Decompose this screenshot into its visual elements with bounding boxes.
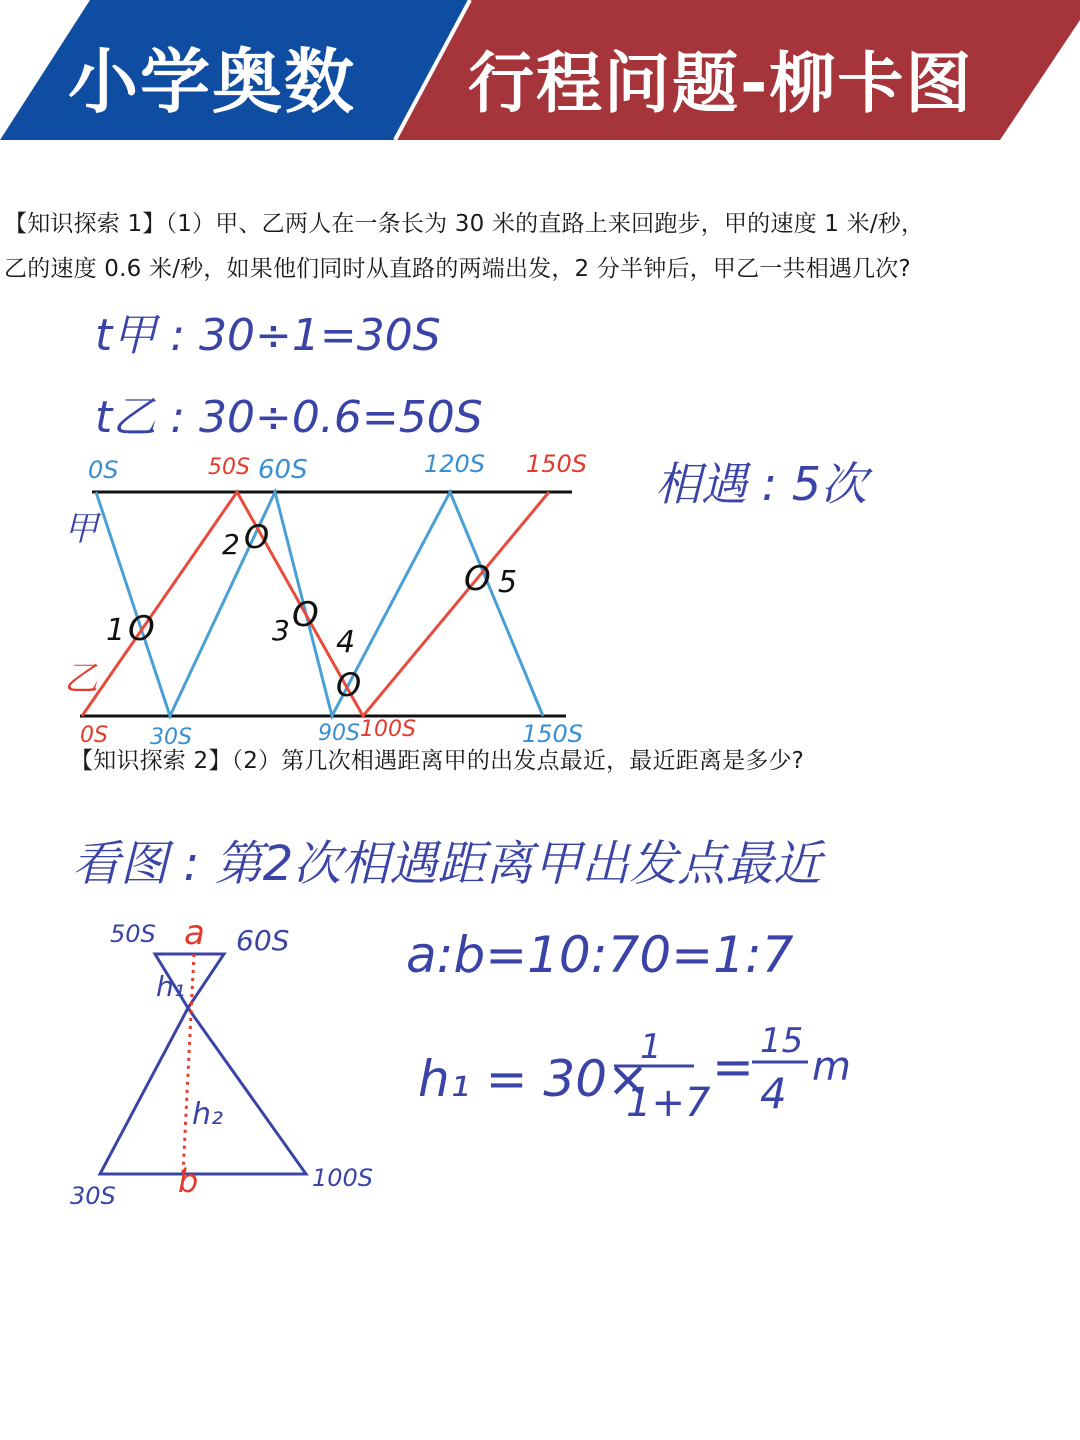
meet-5-mark: O <box>464 559 491 599</box>
tri-label-h1: h₁ <box>156 970 185 1003</box>
tri-label-b: b <box>178 1162 199 1200</box>
t-jia-calc: t甲 : 30÷1=30S <box>95 310 441 361</box>
bottom-time-90s: 90S <box>318 721 360 746</box>
tri-label-50s: 50S <box>110 920 156 948</box>
meet-4-number: 4 <box>336 625 356 660</box>
tri-label-100s: 100S <box>312 1164 374 1192</box>
bottom-time-0s: 0S <box>80 723 108 748</box>
meet-1-number: 1 <box>106 613 126 648</box>
meet-3-number: 3 <box>272 614 290 647</box>
problem1-line1: 【知识探索 1】（1）甲、乙两人在一条长为 30 米的直路上来回跑步，甲的速度 1 米/秒， <box>4 211 925 237</box>
top-time-120s: 120S <box>424 450 486 478</box>
top-time-150s: 150S <box>526 450 588 478</box>
meet-4-mark: O <box>336 666 362 704</box>
problem1-line2: 乙的速度 0.6 米/秒，如果他们同时从直路的两端出发，2 分半钟后，甲乙一共相遇几次? <box>4 256 911 282</box>
top-time-0s: 0S <box>88 456 119 484</box>
t-yi-calc: t乙 : 30÷0.6=50S <box>95 392 483 443</box>
h1-lhs: h₁ = 30× <box>418 1050 649 1108</box>
top-time-50s: 50S <box>208 455 250 480</box>
meet-2-number: 2 <box>222 528 240 561</box>
part2-heading: 看图 : 第2次相遇距离甲出发点最近 <box>72 836 822 892</box>
bottom-time-150s: 150S <box>522 720 584 748</box>
yi-label: 乙 <box>64 659 98 699</box>
frac2-denominator: 4 <box>760 1069 787 1118</box>
tri-label-30s: 30S <box>70 1182 116 1210</box>
liuka-diagram <box>64 450 587 750</box>
banner-right-title: 行程问题-柳卡图 <box>468 45 974 122</box>
top-time-60s: 60S <box>258 455 308 485</box>
large-triangle <box>100 1008 306 1174</box>
banner-left-title: 小学奥数 <box>68 41 356 123</box>
bottom-time-30s: 30S <box>150 725 192 750</box>
meet-answer: 相遇 : 5次 <box>655 457 868 511</box>
jia-path <box>96 492 543 716</box>
h1-equation <box>418 1021 851 1126</box>
tri-label-h2: h₂ <box>192 1097 224 1132</box>
meet-1-mark: O <box>128 609 155 649</box>
meet-5-number: 5 <box>498 565 518 600</box>
frac2-numerator: 15 <box>760 1021 804 1061</box>
ratio-equation: a:b=10:70=1:7 <box>406 926 794 984</box>
meet-3-mark: O <box>292 595 319 635</box>
frac1-denominator: 1+7 <box>626 1080 711 1126</box>
bottom-time-100s: 100S <box>360 717 416 742</box>
equals-sign: = <box>712 1038 754 1096</box>
jia-label: 甲 <box>64 509 98 549</box>
unit-m: m <box>812 1044 851 1090</box>
frac1-numerator: 1 <box>640 1027 662 1067</box>
tri-label-a: a <box>184 913 205 953</box>
meet-2-mark: O <box>244 518 270 556</box>
problem2-line: 【知识探索 2】（2）第几次相遇距离甲的出发点最近，最近距离是多少? <box>70 748 805 774</box>
tri-label-60s: 60S <box>236 924 290 957</box>
similar-triangles <box>70 913 373 1210</box>
